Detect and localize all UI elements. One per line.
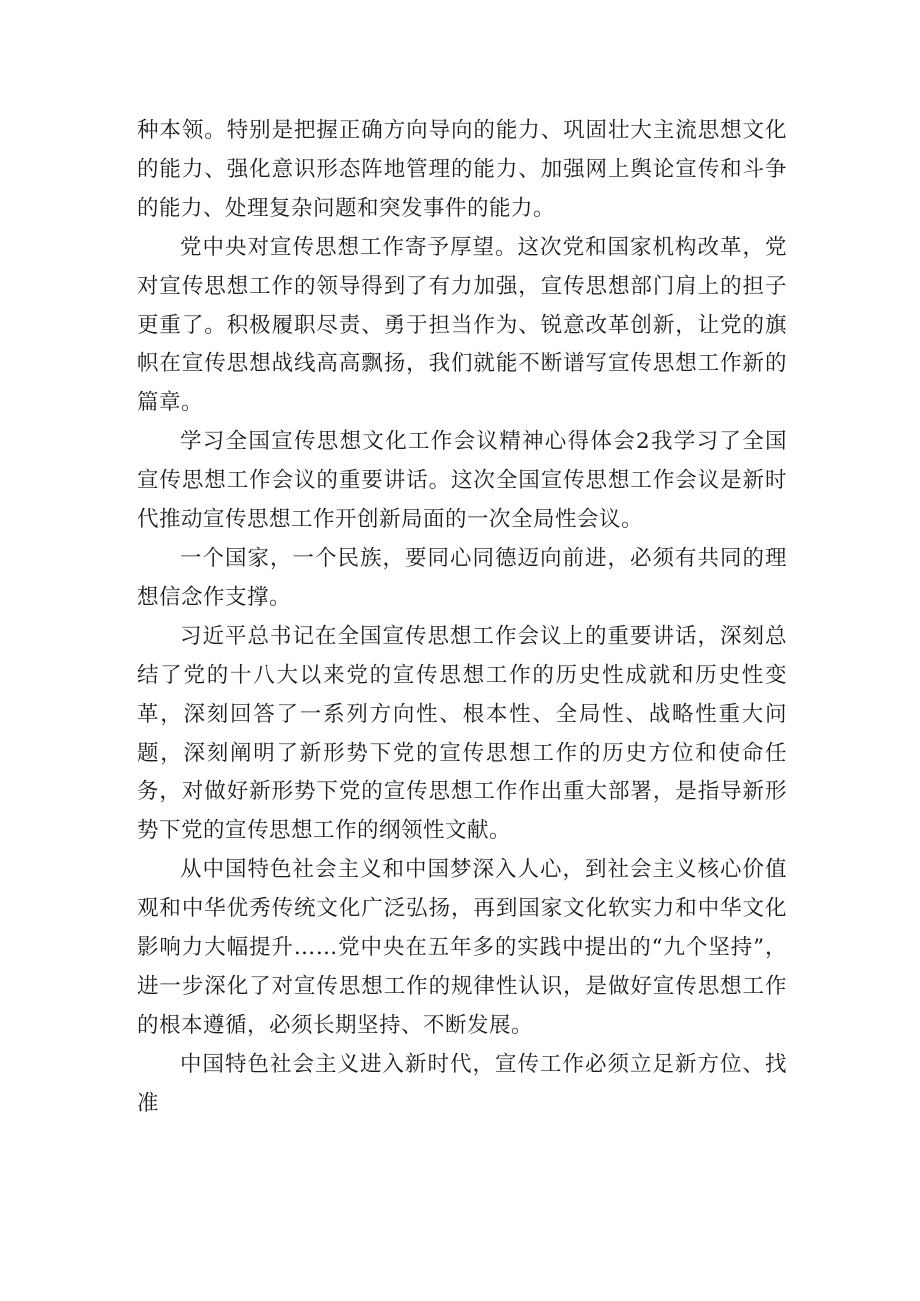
document-body	[137, 112, 787, 1124]
paragraph-4: 一个国家，一个民族，要同心同德迈向前进，必须有共同的理想信念作支撑。	[137, 545, 787, 610]
paragraph-3: 学习全国宣传思想文化工作会议精神心得体会2我学习了全国宣传思想工作会议的重要讲话。这次全国宣传思想工作会议是新时代推动宣传思想工作开创新局面的一次全局性会议。	[137, 429, 787, 533]
paragraph-7: 中国特色社会主义进入新时代，宣传工作必须立足新方位、找准	[137, 1051, 787, 1116]
paragraph-1: 种本领。特别是把握正确方向导向的能力、巩固壮大主流思想文化的能力、强化意识形态阵地管理的能力、加强网上舆论宣传和斗争的能力、处理复杂问题和突发事件的能力。	[137, 118, 787, 221]
paragraph-5: 习近平总书记在全国宣传思想工作会议上的重要讲话，深刻总结了党的十八大以来党的宣传思想工作的历史性成就和历史性变革，深刻回答了一系列方向性、根本性、全局性、战略性重大问题，深刻阐明了新形势下党的宣传思想工作的历史方位和使命任务，对做好新形势下党的宣传思想工作作出重大部署，是指导新形势下党的宣传思想工作的纲领性文献。	[137, 623, 787, 844]
paragraph-6: 从中国特色社会主义和中国梦深入人心，到社会主义核心价值观和中华优秀传统文化广泛弘扬，再到国家文化软实力和中华文化影响力大幅提升……党中央在五年多的实践中提出的“九个坚持”，进一步深化了对宣传思想工作的规律性认识，是做好宣传思想工作的根本遵循，必须长期坚持、不断发展。	[137, 857, 787, 1038]
paragraph-2: 党中央对宣传思想工作寄予厚望。这次党和国家机构改革，党对宣传思想工作的领导得到了有力加强，宣传思想部门肩上的担子更重了。积极履职尽责、勇于担当作为、锐意改革创新，让党的旗帜在宣传思想战线高高飘扬，我们就能不断谱写宣传思想工作新的篇章。	[137, 234, 787, 416]
